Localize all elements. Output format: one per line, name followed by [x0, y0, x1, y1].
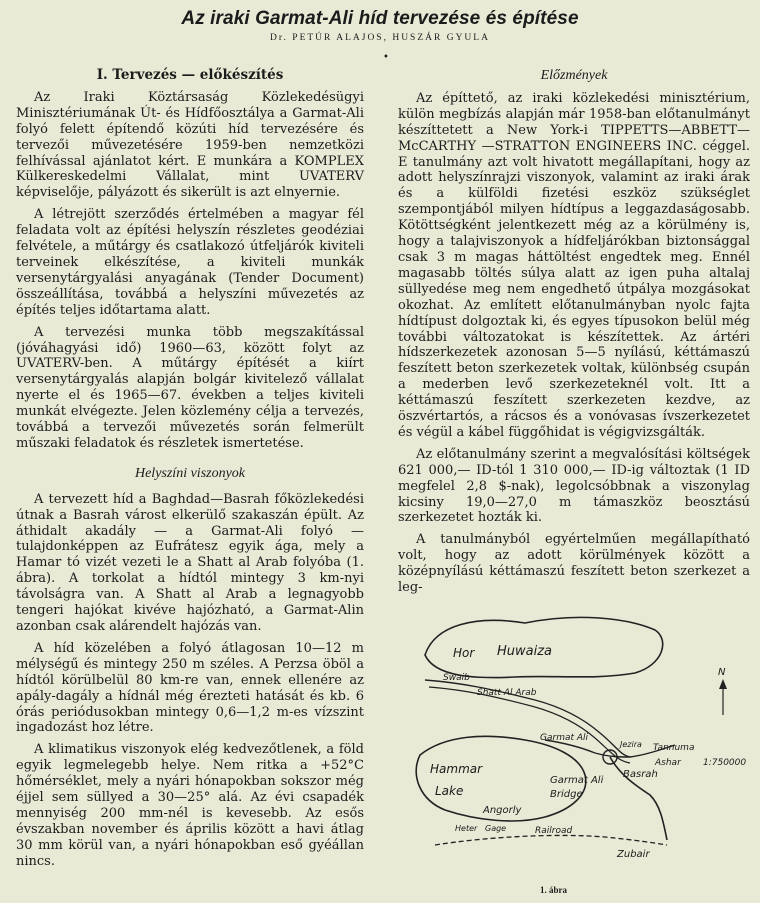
map-label-hammar: Hammar [430, 762, 483, 776]
map-label-bridge-2: Bridge [550, 789, 583, 800]
paragraph: Az építtető, az iraki közlekedési minisztérium, külön megbízás alapján már 1958-ban előtanulmányt készíttetett a New York-i TIPPETTS—ABBETT—McCARTHY —STRATTON ENGINEERS INC. céggel. E tanulmány azt volt hivatott megállapítani, hogy az adott helyszínrajzi viszonyok, valamint az iraki árak és a külföldi fizetési eszköz szükséglet szempontjából milyen hídtípus a leggazdaságosabb. Kötöttségként jelentkezett még az a körülmény is, hogy a talajviszonyok a hídfeljárókban biztonsággal csak 3 m magas háttöltést engedtek meg. Ennél magasabb töltés súlya alatt az igen puha altalaj süllyedése meg nem engedhető útpálya mozgásokat okozhat. Az említett előtanulmányban nyolc fajta hídtípust dolgoztak ki, és egyes típusokon belül még további változatokat is készítettek. Az ártéri hídszerkezetek azonosan 5—5 nyílású, kéttámaszú feszített beton szerkezetek voltak, különbség csupán a mederben levő szerkezeteknél volt. Itt a kéttámaszú feszített szerkezeten kezdve, az öszvértartós, a rácsos és a vonóvasas ívszerkezetet és végül a kábel függőhidat is végigvizsgálták. [398, 90, 750, 440]
right-column [398, 68, 750, 602]
map-label-huwaiza: Huwaiza [497, 644, 553, 659]
map-label-gage: Gage [485, 824, 507, 833]
left-column [16, 68, 364, 876]
map-label-garmat-ali: Garmat Ali [540, 733, 589, 743]
paragraph: Az Iraki Köztársaság Közlekedésügyi Minisztériumának Út- és Hídfőosztálya a Garmat-Ali folyó felett építendő közúti híd tervezésére és tervezői művezetésére 1959-ben nemzetközi felhívással ajánlatot kért. E munkára a KOMPLEX Külkereskedelmi Vállalat, mint UVATERV képviselője, pályázott és sikerült is azt elnyernie. [16, 89, 364, 201]
section-heading: I. Tervezés — előkészítés [96, 67, 284, 83]
map-label-swaib: Swaib [443, 673, 470, 683]
map-label-heter: Heter [455, 824, 478, 833]
paragraph: A klimatikus viszonyok elég kedvezőtlenek, a föld egyik legmelegebb helye. Nem ritka a +52°C hőmérséklet, mely a nyári hónapokban sokszor még éjjel sem süllyed a 30—25° alá. Az évi csapadék mennyiség 200 mm-nél is kevesebb. Az esős évszakban november és április között a havi átlag 30 mm körül van, a nyári hónapokban eső gyéállan nincs. [16, 742, 364, 869]
map-label-angorly: Angorly [483, 805, 522, 816]
map-label-hor: Hor [453, 646, 475, 660]
article-authors: Dr. PETÚR ALAJOS, HUSZÁR GYULA [270, 33, 490, 43]
north-arrow-head [719, 679, 727, 689]
map-label-ashar: Ashar [655, 758, 681, 768]
map-label-railroad: Railroad [535, 826, 573, 836]
map-label-bridge-1: Garmat Ali [550, 775, 604, 786]
paragraph: A létrejött szerződés értelmében a magyar fél feladata volt az építési helyszín részletes geodéziai felvétele, a műtárgy és csatlakozó útfeljárók kiviteli terveinek elkészítése, a kiviteli munkák versenytárgyalási anyagának (Tender Document) összeállítása, továbbá a helyszíni művezetés az építés teljes időtartama alatt. [16, 207, 364, 318]
map-label-shatt: Shatt Al Arab [477, 688, 537, 698]
map-label-scale: 1:750000 [703, 758, 747, 768]
location-map [405, 605, 760, 885]
railroad-line [435, 835, 667, 845]
paragraph: Az előtanulmány szerint a megvalósítási költségek 621 000,— ID-tól 1 310 000,— ID-ig változtak (1 ID megfelel 2,8 $-nak), legolcsóbbnak a viszonylag kicsiny 19,0—27,0 m támaszköz beosztású szerkezetet hozták ki. [398, 446, 750, 526]
paragraph: A tanulmányból egyértelműen megállapítható volt, hogy az adott körülmények között a középnyílású kéttámaszú feszített beton szerkezet a leg- [398, 532, 750, 596]
figure-caption: 1. ábra [540, 885, 567, 895]
title-dot: • [383, 52, 389, 63]
map-label-north: N [718, 667, 726, 678]
map-label-tannuma: Tannuma [653, 743, 695, 753]
map-label-basrah: Basrah [623, 769, 658, 780]
map-label-lake: Lake [435, 784, 464, 798]
subsection-heading: Előzmények [540, 68, 608, 83]
paragraph: A tervezett híd a Baghdad—Basrah főközlekedési útnak a Basrah várost elkerülő szakaszán épült. Az áthidalt akadály — a Garmat-Ali folyó — tulajdonképpen az Eufrátesz egyik ága, mely a Hamar tó vizét vezeti le a Shatt al Arab folyóba (1. ábra). A torkolat a hídtól mintegy 3 km-nyi távolságra van. A Shatt al Arab a legnagyobb tengeri hajókat kivéve hajózható, a Garmat-Alin azonban csak alárendelt hajózás van. [16, 491, 364, 634]
paragraph: A híd közelében a folyó átlagosan 10—12 m mélységű és mintegy 250 m széles. A Perzsa öböl a hídtól körülbelül 80 km-re van, ennek ellenére az apály-dagály a hídnál még érezteti hatását és kb. 6 órás periódusokban mintegy 0,6—1,2 m-es vízszint ingadozást hoz létre. [16, 640, 364, 736]
subsection-heading: Helyszíni viszonyok [134, 465, 246, 481]
paragraph: A tervezési munka több megszakítással (jóváhagyási idő) 1960—63, között folyt az UVATERV-ben. A műtárgy építését a kiírt versenytárgyalás alapján bolgár kivitelező vállalat nyerte el és 1965—67. években a teljes kiviteli munkát elvégezte. Jelen közlemény célja a tervezés, továbbá a tervezői művezetés során felmerült műszaki feladatok és részletek ismertetése. [16, 324, 364, 451]
article-title: Az iraki Garmat-Ali híd tervezése és építése [181, 8, 579, 29]
map-label-jezira: Jezira [620, 740, 642, 749]
map-label-zubair: Zubair [617, 849, 650, 860]
